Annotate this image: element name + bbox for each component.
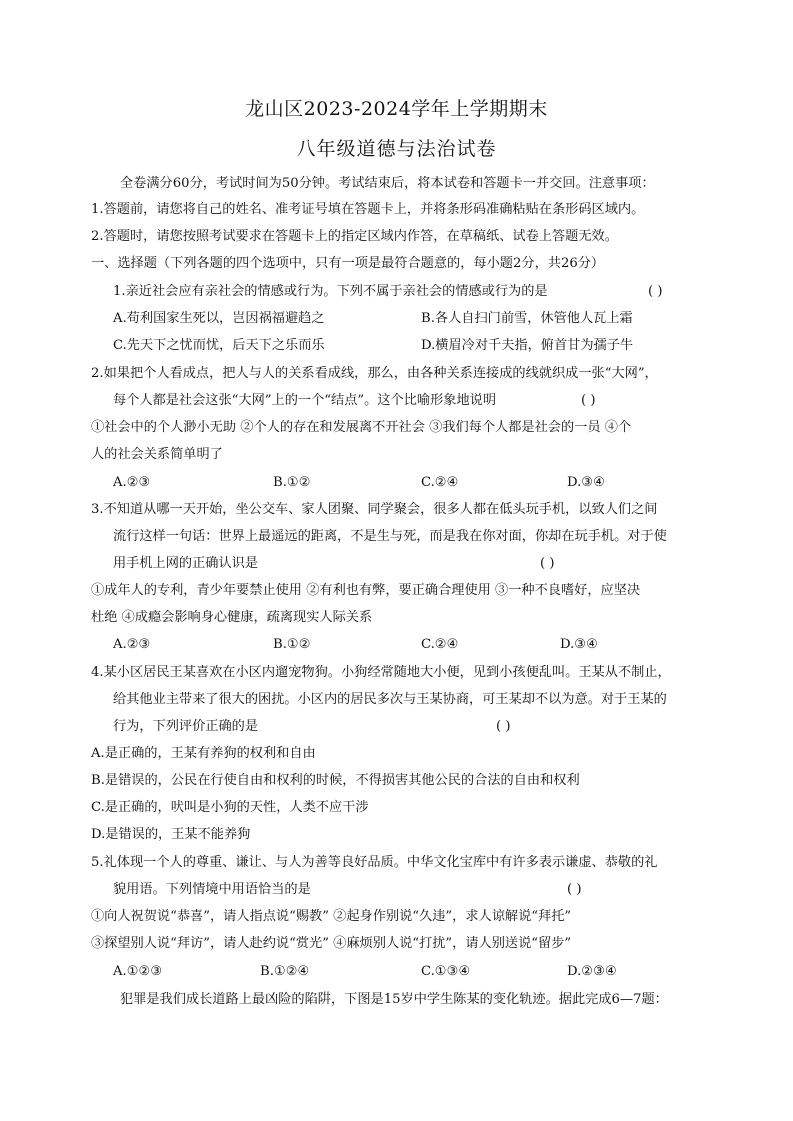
question-2-line-1: 2.如果把个人看成点，把人与人的关系看成线，那么，由各种关系连接成的线就织成一张“大网”， bbox=[91, 366, 658, 381]
question-5-line-1: 5.礼体现一个人的尊重、谦让、与人为善等良好品质。中华文化宝库中有许多表示谦虚、恭敬的礼 bbox=[91, 855, 658, 870]
answer-paren: ( ) bbox=[496, 719, 511, 734]
question-5-option-b: B.①②④ bbox=[260, 964, 310, 979]
instructions-intro: 全卷满分60分，考试时间为50分钟。考试结束后，将本试卷和答题卡一并交回。注意事项： bbox=[120, 176, 655, 191]
question-1-option-c: C.先天下之忧而忧，后天下之乐而乐 bbox=[113, 338, 325, 353]
question-2-statements-2: 人的社会关系简单明了 bbox=[91, 447, 223, 462]
question-4-line-1: 4.某小区居民王某喜欢在小区内遛宠物狗。小狗经常随地大小便，见到小孩便乱叫。王某从不制止， bbox=[91, 665, 671, 680]
question-4-option-a: A.是正确的，王某有养狗的权利和自由 bbox=[91, 746, 316, 761]
question-5-statements-1: ①向人祝贺说“恭喜”，请人指点说“赐教” ②起身作别说“久违”，求人谅解说“拜托” bbox=[91, 909, 572, 924]
answer-paren: ( ) bbox=[540, 556, 555, 571]
question-3-line-1: 3.不知道从哪一天开始，坐公交车、家人团聚、同学聚会，很多人都在低头玩手机，以致人们之间 bbox=[91, 502, 658, 517]
question-3-line-3: 用手机上网的正确认识是 bbox=[113, 556, 259, 571]
question-4-line-3: 行为，下列评价正确的是 bbox=[113, 719, 259, 734]
answer-paren: ( ) bbox=[648, 284, 663, 299]
question-5-option-d: D.②③④ bbox=[567, 964, 617, 979]
instruction-note-1: 1.答题前，请您将自己的姓名、准考证号填在答题卡上，并将条形码准确粘贴在条形码区域内。 bbox=[91, 202, 645, 217]
question-5-line-2: 貌用语。下列情境中用语恰当的是 bbox=[113, 882, 311, 897]
question-1-option-d: D.横眉冷对千夫指，俯首甘为孺子牛 bbox=[421, 338, 634, 353]
exam-title: 龙山区2023-2024学年上学期期末 bbox=[245, 98, 548, 120]
question-5-option-a: A.①②③ bbox=[113, 964, 163, 979]
section-heading: 一、选择题（下列各题的四个选项中，只有一项是最符合题意的，每小题2分，共26分） bbox=[91, 256, 605, 271]
question-4-option-d: D.是错误的，王某不能养狗 bbox=[91, 827, 251, 842]
question-2-option-b: B.①② bbox=[273, 475, 311, 490]
question-2-option-d: D.③④ bbox=[567, 475, 605, 490]
question-5-statements-2: ③探望别人说“拜访”，请人赴约说“赏光” ④麻烦别人说“打扰”，请人别送说“留步” bbox=[91, 936, 572, 951]
question-2-option-c: C.②④ bbox=[421, 475, 459, 490]
answer-paren: ( ) bbox=[567, 882, 582, 897]
question-2-statements-1: ①社会中的个人渺小无助 ②个人的存在和发展离不开社会 ③我们每个人都是社会的一员 ④个 bbox=[91, 420, 632, 435]
question-2-option-a: A.②③ bbox=[113, 475, 151, 490]
instruction-note-2: 2.答题时，请您按照考试要求在答题卡上的指定区域内作答，在草稿纸、试卷上答题无效。 bbox=[91, 229, 618, 244]
question-3-option-a: A.②③ bbox=[113, 637, 151, 652]
question-2-line-2: 每个人都是社会这张“大网”上的一个“结点”。这个比喻形象地说明 bbox=[113, 393, 497, 408]
question-4-option-c: C.是正确的，吠叫是小狗的天性，人类不应干涉 bbox=[91, 800, 369, 815]
question-3-statements-2: 杜绝 ④成瘾会影响身心健康，疏离现实人际关系 bbox=[91, 610, 373, 625]
passage-intro: 犯罪是我们成长道路上最凶险的陷阱，下图是15岁中学生陈某的变化轨迹。据此完成6—7题： bbox=[120, 992, 668, 1007]
question-4-line-2: 给其他业主带来了很大的困扰。小区内的居民多次与王某协商，可王某却不以为意。对于王某的 bbox=[113, 692, 667, 707]
question-4-option-b: B.是错误的，公民在行使自由和权利的时候，不得损害其他公民的合法的自由和权利 bbox=[91, 773, 580, 788]
question-3-line-2: 流行这样一句话：世界上最遥远的距离，不是生与死，而是我在你对面，你却在玩手机。对于使 bbox=[113, 529, 667, 544]
question-1-stem: 1.亲近社会应有亲社会的情感或行为。下列不属于亲社会的情感或行为的是 bbox=[113, 284, 548, 299]
question-3-option-d: D.③④ bbox=[560, 637, 598, 652]
answer-paren: ( ) bbox=[581, 393, 596, 408]
question-1-option-a: A.苟利国家生死以，岂因祸福避趋之 bbox=[113, 311, 325, 326]
question-3-option-b: B.①② bbox=[273, 637, 311, 652]
exam-subtitle: 八年级道德与法治试卷 bbox=[296, 138, 497, 160]
question-1-option-b: B.各人自扫门前雪，休管他人瓦上霜 bbox=[421, 311, 633, 326]
question-5-option-c: C.①③④ bbox=[421, 964, 471, 979]
question-3-statements-1: ①成年人的专利，青少年要禁止使用 ②有利也有弊，要正确合理使用 ③一种不良嗜好，应坚决 bbox=[91, 583, 641, 598]
question-3-option-c: C.②④ bbox=[421, 637, 459, 652]
